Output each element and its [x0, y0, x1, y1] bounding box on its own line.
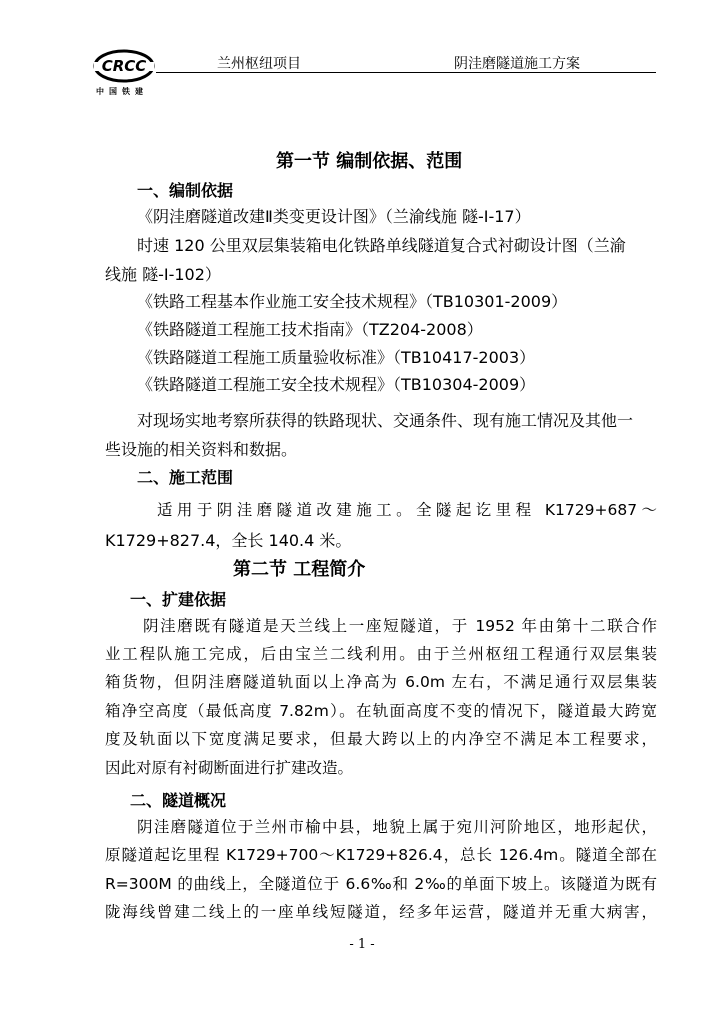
- expansion-line: 业工程队施工完成，后由宝兰二线利用。由于兰州枢纽工程通行双层集装: [105, 645, 657, 663]
- expansion-heading: 一、扩建依据: [130, 590, 227, 609]
- expansion-line: 箱净空高度（最低高度 7.82m）。在轨面高度不变的情况下，隧道最大跨宽: [105, 702, 657, 720]
- scope-heading: 二、施工范围: [137, 468, 234, 487]
- overview-line: 原隧道起讫里程 K1729+700～K1729+826.4，总长 126.4m。隧道全部在: [105, 846, 657, 864]
- expansion-line: 箱货物，但阴洼磨隧道轨面以上净高为 6.0m 左右，不满足通行双层集装: [105, 673, 657, 691]
- crcc-logo-icon: [92, 44, 156, 88]
- logo-caption: 中国铁建: [96, 87, 148, 96]
- header-doc-title: 阴洼磨隧道施工方案: [454, 56, 580, 72]
- overview-heading: 二、隧道概况: [130, 791, 227, 810]
- expansion-line: 因此对原有衬砌断面进行扩建改造。: [105, 759, 354, 777]
- scope-line: K1729+827.4，全长 140.4 米。: [105, 531, 352, 550]
- survey-line: 些设施的相关资料和数据。: [105, 440, 298, 459]
- expansion-line: 度及轨面以下宽度满足要求，但最大跨以上的内净空不满足本工程要求，: [105, 730, 657, 748]
- basis-item: 《阴洼磨隧道改建Ⅱ类变更设计图》（兰渝线施 隧-Ⅰ-17）: [137, 207, 531, 226]
- overview-line: 阴洼磨隧道位于兰州市榆中县，地貌上属于宛川河阶地区，地形起伏，: [137, 818, 657, 836]
- overview-line: 陇海线曾建二线上的一座单线短隧道，经多年运营，隧道并无重大病害，: [105, 903, 657, 921]
- svg-text:CRCC: CRCC: [101, 57, 147, 75]
- basis-heading: 一、编制依据: [137, 181, 234, 200]
- scope-line: 适用于阴洼磨隧道改建施工。全隧起讫里程 K1729+687～: [157, 501, 657, 519]
- overview-line: R=300M 的曲线上，全隧道位于 6.6‰和 2‰的单面下坡上。该隧道为既有: [105, 875, 657, 893]
- basis-item: 线施 隧-Ⅰ-102）: [105, 265, 221, 284]
- expansion-line: 阴洼磨既有隧道是天兰线上一座短隧道，于 1952 年由第十二联合作: [143, 617, 657, 635]
- basis-item: 《铁路隧道工程施工安全技术规程》（TB10304-2009）: [137, 375, 536, 394]
- survey-line: 对现场实地考察所获得的铁路现状、交通条件、现有施工情况及其他一: [137, 411, 634, 430]
- header-divider: [156, 72, 656, 73]
- basis-item: 时速 120 公里双层集装箱电化铁路单线隧道复合式衬砌设计图（兰渝: [137, 236, 626, 255]
- page-number: - 1 -: [349, 937, 375, 952]
- basis-item: 《铁路隧道工程施工技术指南》（TZ204-2008）: [137, 320, 483, 339]
- basis-item: 《铁路工程基本作业施工安全技术规程》（TB10301-2009）: [137, 292, 568, 311]
- header-project: 兰州枢纽项目: [217, 56, 301, 72]
- section-1-title: 第一节 编制依据、范围: [276, 151, 463, 172]
- basis-item: 《铁路隧道工程施工质量验收标准》（TB10417-2003）: [137, 348, 536, 367]
- section-2-title: 第二节 工程简介: [233, 559, 366, 580]
